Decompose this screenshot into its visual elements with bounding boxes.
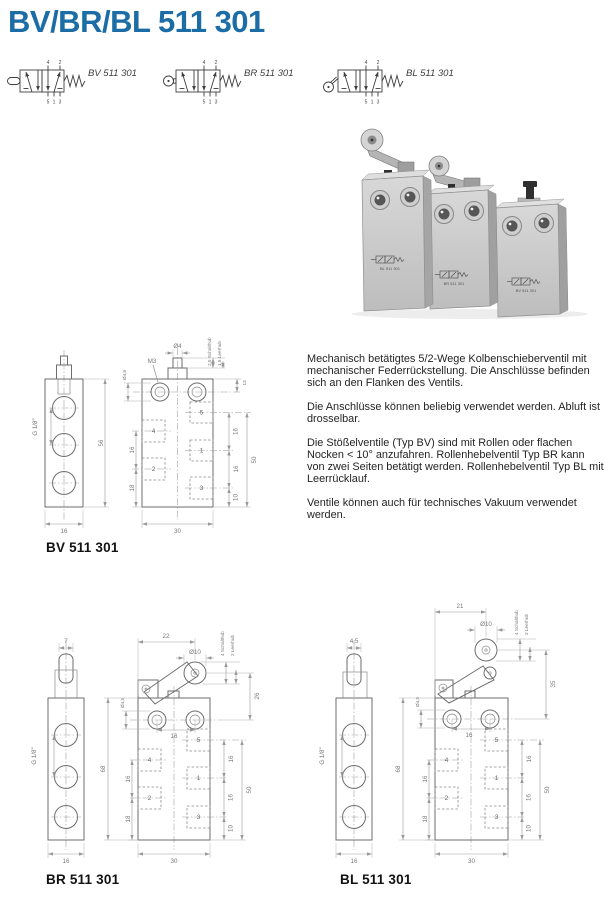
dim-hole-dia: Ø4,5 — [120, 697, 125, 708]
port-label: 3 — [58, 99, 62, 106]
dim-thread: G 1/8" — [32, 418, 39, 436]
port-label: 2 — [214, 60, 218, 66]
port-label: 1 — [52, 99, 56, 106]
dim-leerhub: 2 Leerhub — [524, 613, 529, 635]
port-label: 4 — [46, 60, 50, 66]
roller — [475, 639, 497, 661]
dim-lever-reach: 22 — [162, 633, 170, 640]
dim-lever-reach: 21 — [456, 603, 464, 610]
port-label: 3 — [376, 99, 380, 106]
engraving-text: BL 511 301 — [379, 266, 401, 271]
port-label: 4 — [202, 60, 206, 66]
dim-side-width: 16 — [350, 858, 358, 865]
roller-lever-icon — [324, 77, 339, 92]
port-hole — [503, 217, 522, 236]
valve-symbol-bl-icon — [322, 58, 472, 108]
dim-68: 68 — [100, 765, 107, 773]
dim-height: 56 — [98, 439, 105, 447]
symbol-body — [324, 66, 404, 97]
dim-left-16: 16 — [422, 775, 429, 783]
description-paragraph: Mechanisch betätigtes 5/2-Wege Kolbenschieberventil mit mechanischer Federrückstellung. Die Anschlüsse befinden sich an den Flanken des Ventils. — [307, 353, 590, 389]
lever-arm — [438, 666, 494, 703]
symbol-label-bl: BL 511 301 — [406, 68, 454, 79]
dim-right-16a: 16 — [232, 428, 240, 435]
port-1: 1 — [196, 775, 201, 783]
dim-leerhub: 1,5 Leerhub — [217, 340, 222, 366]
port-2: 2 — [151, 466, 156, 474]
port-4: 4 — [147, 757, 152, 765]
bv-front-view — [122, 337, 258, 535]
port-label: 3 — [214, 99, 218, 106]
roller — [184, 662, 206, 684]
page-title: BV/BR/BL 511 301 — [8, 4, 265, 39]
dim-hole-dia: Ø4,5 — [415, 696, 420, 707]
dim-thread: G 1/8" — [319, 747, 326, 765]
dim-roller-dia: Ø10 — [480, 621, 492, 628]
engraving-text: BR 511 301 — [443, 281, 465, 286]
br-side-view — [31, 638, 84, 865]
port-label: 1 — [370, 99, 374, 106]
port-3: 3 — [199, 485, 204, 493]
port-5: 5 — [196, 737, 201, 745]
port-3: 3 — [196, 814, 201, 822]
dim-roller-width: 4,5 — [349, 638, 359, 645]
dim-left-16: 16 — [129, 446, 136, 454]
photo-block-br — [428, 156, 498, 309]
bl-technical-drawing — [310, 598, 562, 868]
dim-left-18: 18 — [129, 484, 136, 492]
dim-35: 35 — [550, 680, 557, 688]
port-hole — [535, 214, 554, 233]
dim-right-16b: 16 — [227, 794, 235, 801]
photo-block-bv — [496, 181, 568, 317]
dim-thread-m3: M3 — [147, 358, 157, 365]
description-paragraph: Die Anschlüsse können beliebig verwendet werden. Abluft ist drosselbar. — [307, 400, 601, 425]
port-label: 4 — [364, 60, 368, 66]
dim-right-50: 50 — [544, 786, 551, 794]
valve-symbol-bv-icon — [4, 58, 154, 108]
br-front-view — [100, 631, 261, 865]
dim-right-16a: 16 — [526, 755, 533, 763]
symbol-bl — [322, 58, 472, 108]
port-2: 2 — [444, 795, 449, 803]
plunger-pin-icon — [526, 186, 534, 199]
port-5: 5 — [199, 409, 204, 417]
br-ports — [130, 729, 246, 828]
dim-roller-dia: Ø10 — [189, 649, 201, 656]
symbol-label-br: BR 511 301 — [244, 68, 294, 79]
port-1: 1 — [199, 447, 204, 455]
dim-hole-spacing: 16 — [170, 733, 178, 740]
port-2: 2 — [147, 795, 152, 803]
port-label: 5 — [46, 99, 50, 106]
dim-68: 68 — [395, 765, 402, 773]
dim-right-16a: 16 — [228, 755, 235, 763]
dim-hole-spacing: 16 — [465, 732, 473, 739]
description-text — [307, 353, 604, 533]
port-label: 5 — [364, 99, 368, 106]
roller-icon — [164, 76, 177, 86]
dim-left-16: 16 — [125, 775, 132, 783]
description-paragraph: Ventile können auch für technisches Vakuum verwendet werden. — [307, 496, 577, 521]
plunger-icon — [8, 78, 21, 85]
dim-leerhub: 2 Leerhub — [230, 634, 235, 656]
port-label: 2 — [376, 60, 380, 66]
bv-technical-drawing — [25, 332, 265, 544]
symbol-bv — [4, 58, 154, 108]
dim-right-16b: 16 — [525, 794, 533, 801]
port-label: 5 — [202, 99, 206, 106]
port-label: 2 — [58, 60, 62, 66]
dim-width-30: 30 — [170, 858, 178, 865]
port-hole — [401, 188, 420, 207]
br-caption: BR 511 301 — [46, 872, 120, 887]
spring-icon — [64, 76, 85, 87]
product-photo — [340, 118, 608, 320]
port-4: 4 — [151, 428, 156, 436]
bl-caption: BL 511 301 — [340, 872, 412, 887]
port-hole — [371, 191, 390, 210]
engraving-text: BV 511 301 — [515, 288, 537, 293]
spring-icon — [220, 76, 241, 87]
port-hole — [435, 205, 454, 224]
dim-right-10: 10 — [232, 494, 240, 501]
dim-width-30: 30 — [174, 528, 181, 535]
dim-plunger-dia: Ø4 — [173, 343, 182, 350]
photo-block-bl — [361, 129, 433, 311]
dim-left-18: 18 — [125, 815, 132, 823]
br-technical-drawing — [18, 598, 270, 868]
symbol-body — [8, 66, 86, 97]
port-label: 1 — [208, 99, 212, 106]
dim-13: 13 — [242, 380, 247, 386]
dim-roller-width: 7 — [64, 638, 68, 645]
dim-26: 26 — [254, 692, 261, 700]
bv-ports — [132, 402, 251, 499]
symbol-label-bv: BV 511 301 — [88, 68, 137, 79]
bl-ports — [427, 729, 544, 828]
dim-right-10: 10 — [227, 825, 235, 832]
spring-icon — [382, 76, 403, 87]
bl-front-view — [395, 603, 557, 865]
port-hole — [465, 202, 484, 221]
symbol-br — [160, 58, 310, 108]
dim-schalthub: 4 Schalthub — [514, 610, 519, 635]
valve-symbol-br-icon — [160, 58, 310, 108]
dim-side-width: 16 — [60, 528, 68, 535]
dim-left-18: 18 — [422, 815, 429, 823]
dim-right-16b: 16 — [233, 465, 240, 473]
symbol-body — [164, 66, 242, 97]
dim-schalthub: 2,5 Schalthub — [207, 337, 212, 366]
dim-schalthub: 4 Schalthub — [220, 631, 225, 656]
port-3: 3 — [494, 814, 499, 822]
port-4: 4 — [444, 757, 449, 765]
description-paragraph: Die Stößelventile (Typ BV) sind mit Rollen oder flachen Nocken < 10° anzufahren. Rollenhebelventil Typ BR kann von zwei Seiten betätigt werden. Rollenhebelventil Typ BL mit Leerrücklauf. — [307, 436, 604, 485]
dim-thread: G 1/8" — [31, 747, 38, 765]
port-5: 5 — [494, 737, 499, 745]
bl-side-view — [319, 638, 372, 865]
dim-right-50: 50 — [246, 786, 253, 794]
dim-right-10: 10 — [525, 825, 533, 832]
dim-width-30: 30 — [468, 858, 475, 865]
dim-side-width: 16 — [62, 858, 70, 865]
bv-side-view — [32, 350, 109, 535]
bv-caption: BV 511 301 — [46, 540, 119, 555]
port-1: 1 — [494, 775, 499, 783]
dim-right-50: 50 — [251, 456, 258, 464]
dim-hole-dia: Ø4,5 — [122, 369, 127, 380]
